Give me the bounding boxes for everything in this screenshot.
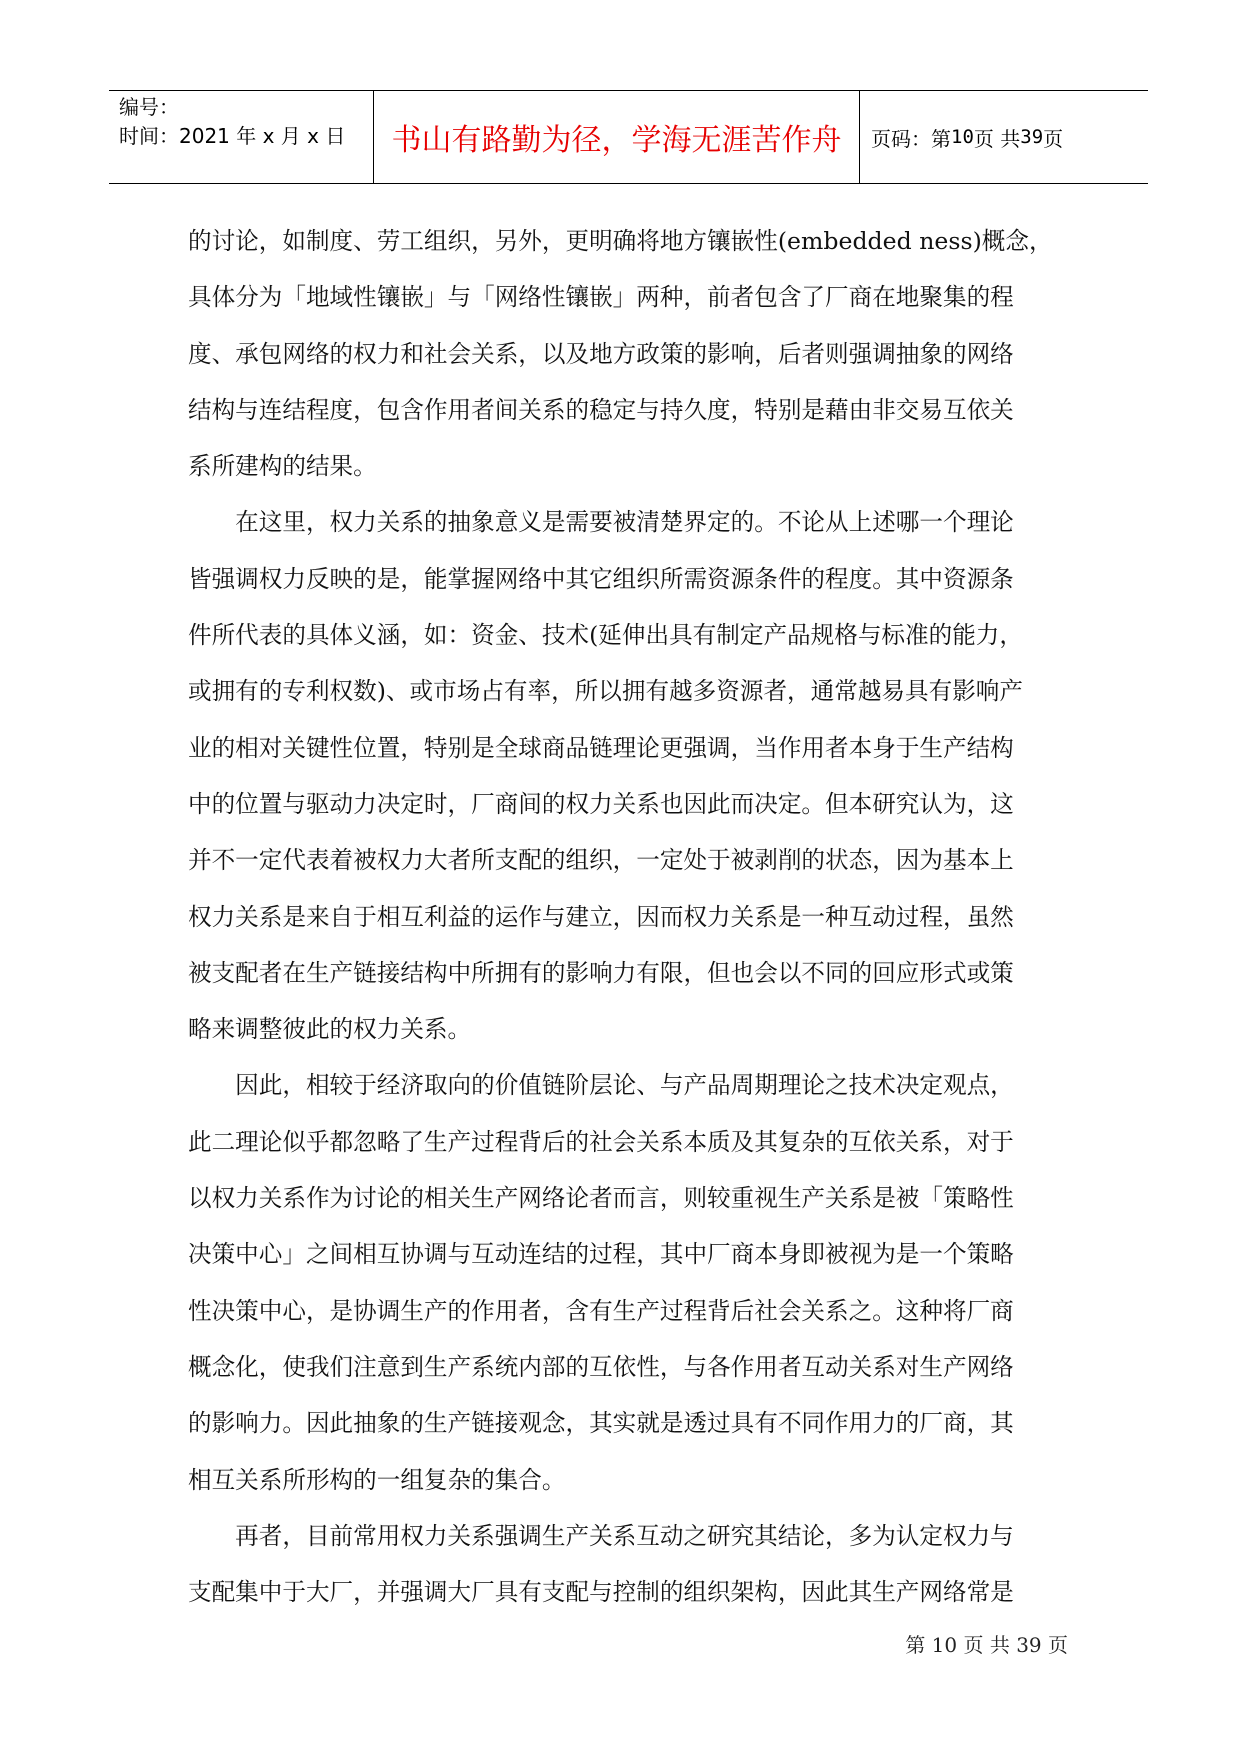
document-time-label: 时间：2021 年 x 月 x 日 [119, 124, 346, 148]
body-line: 被支配者在生产链接结构中所拥有的影响力有限，但也会以不同的回应形式或策 [188, 958, 1014, 987]
body-line: 支配集中于大厂，并强调大厂具有支配与控制的组织架构，因此其生产网络常是 [188, 1578, 1014, 1607]
body-line: 概念化，使我们注意到生产系统内部的互依性，与各作用者互动关系对生产网络 [188, 1352, 1014, 1381]
header-page-indicator [871, 91, 1063, 183]
header-left-block [119, 93, 345, 151]
body-line: 系所建构的结果。 [188, 452, 377, 481]
document-number-label: 编号： [119, 95, 179, 119]
body-line: 业的相对关键性位置，特别是全球商品链理论更强调，当作用者本身于生产结构 [188, 733, 1014, 762]
body-line: 再者，目前常用权力关系强调生产关系互动之研究其结论，多为认定权力与 [188, 1521, 1014, 1550]
body-line: 结构与连结程度，包含作用者间关系的稳定与持久度，特别是藉由非交易互依关 [188, 395, 1014, 424]
page-current: 10 [951, 126, 974, 148]
page-total: 39 [1020, 126, 1044, 148]
header-divider-right [859, 91, 860, 183]
body-line: 相互关系所形构的一组复杂的集合。 [188, 1465, 566, 1494]
body-line: 或拥有的专利权数)、或市场占有率，所以拥有越多资源者，通常越易具有影响产 [188, 677, 1023, 706]
header-motto: 书山有路勤为径，学海无涯苦作舟 [391, 123, 842, 158]
page-mid: 页 共 [973, 126, 1021, 151]
body-line: 并不一定代表着被权力大者所支配的组织，一定处于被剥削的状态，因为基本上 [188, 846, 1014, 875]
body-line: 此二理论似乎都忽略了生产过程背后的社会关系本质及其复杂的互依关系，对于 [188, 1127, 1014, 1156]
body-line: 的讨论，如制度、劳工组织，另外，更明确将地方镶嵌性(embedded ness)概念， [188, 227, 1053, 255]
body-line: 因此，相较于经济取向的价值链阶层论、与产品周期理论之技术决定观点， [188, 1071, 1014, 1100]
document-body [188, 213, 1068, 1620]
page-suffix: 页 [1043, 126, 1064, 151]
body-line: 具体分为「地域性镶嵌」与「网络性镶嵌」两种，前者包含了厂商在地聚集的程 [188, 283, 1014, 312]
body-line: 性决策中心，是协调生产的作用者，含有生产过程背后社会关系之。这种将厂商 [188, 1296, 1014, 1325]
body-line: 皆强调权力反映的是，能掌握网络中其它组织所需资源条件的程度。其中资源条 [188, 564, 1014, 593]
page-header [109, 90, 1148, 184]
body-line: 以权力关系作为讨论的相关生产网络论者而言，则较重视生产关系是被「策略性 [188, 1184, 1014, 1213]
body-line: 在这里，权力关系的抽象意义是需要被清楚界定的。不论从上述哪一个理论 [188, 508, 1014, 537]
body-line: 权力关系是来自于相互利益的运作与建立，因而权力关系是一种互动过程，虽然 [188, 902, 1014, 931]
body-line: 中的位置与驱动力决定时，厂商间的权力关系也因此而决定。但本研究认为，这 [188, 789, 1014, 818]
page-footer: 第 10 页 共 39 页 [905, 1633, 1068, 1657]
page-prefix: 页码：第 [871, 126, 951, 151]
body-line: 件所代表的具体义涵，如：资金、技术(延伸出具有制定产品规格与标准的能力， [188, 621, 1023, 650]
body-line: 的影响力。因此抽象的生产链接观念，其实就是透过具有不同作用力的厂商，其 [188, 1409, 1014, 1438]
body-line: 决策中心」之间相互协调与互动连结的过程，其中厂商本身即被视为是一个策略 [188, 1240, 1014, 1269]
body-line: 略来调整彼此的权力关系。 [188, 1015, 472, 1044]
body-line: 度、承包网络的权力和社会关系，以及地方政策的影响，后者则强调抽象的网络 [188, 339, 1014, 368]
